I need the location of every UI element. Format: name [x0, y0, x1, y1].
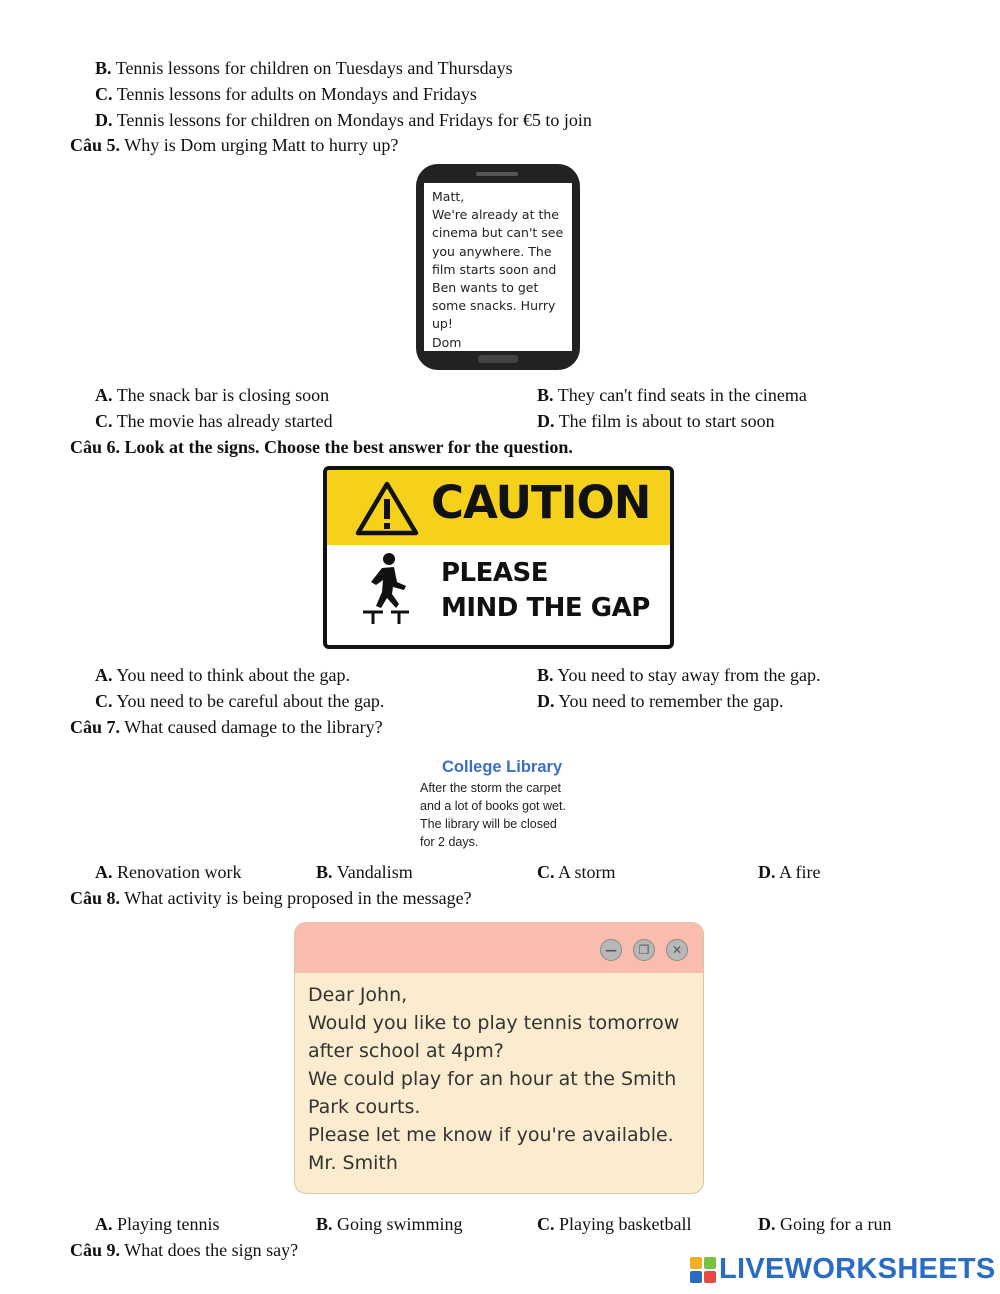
- q7-option-d[interactable]: D. A fire: [758, 862, 821, 882]
- q7-question: Câu 7. What caused damage to the library?: [70, 717, 383, 737]
- sign-message: PLEASE MIND THE GAP: [441, 558, 650, 623]
- q4-option-c[interactable]: C. Tennis lessons for adults on Mondays and Fridays: [95, 84, 477, 104]
- q8-option-b[interactable]: B. Going swimming: [316, 1214, 463, 1234]
- q5-question: Câu 5. Why is Dom urging Matt to hurry up?: [70, 135, 399, 155]
- q8-option-d[interactable]: D. Going for a run: [758, 1214, 892, 1234]
- close-icon[interactable]: ✕: [666, 939, 688, 961]
- q8-question: Câu 8. What activity is being proposed in the message?: [70, 888, 472, 908]
- q5-option-a[interactable]: A. The snack bar is closing soon: [95, 385, 330, 405]
- q8-option-a[interactable]: A. Playing tennis: [95, 1214, 220, 1234]
- q7-option-c[interactable]: C. A storm: [537, 862, 616, 882]
- library-notice-title: College Library: [442, 758, 563, 776]
- q5-option-c[interactable]: C. The movie has already started: [95, 411, 333, 431]
- q6-option-d[interactable]: D. You need to remember the gap.: [537, 691, 784, 711]
- library-notice-body: After the storm the carpet and a lot of books got wet. The library will be closed for 2 days.: [420, 781, 566, 849]
- logo-text: LIVEWORKSHEETS: [719, 1253, 996, 1285]
- phone-screen-text: Matt, We're already at the cinema but can't see you anywhere. The film starts soon and Ben wants to get some snacks. Hurry up! Dom: [424, 183, 572, 351]
- liveworksheets-logo: [690, 1253, 996, 1286]
- caution-title: CAUTION: [431, 476, 651, 529]
- q6-option-a[interactable]: A. You need to think about the gap.: [95, 665, 350, 685]
- q4-option-d[interactable]: D. Tennis lessons for children on Mondays and Fridays for €5 to join: [95, 110, 592, 130]
- phone-speaker: [476, 172, 518, 176]
- person-stepping-icon: [361, 552, 411, 628]
- q5-option-b[interactable]: B. They can't find seats in the cinema: [537, 385, 807, 405]
- q4-option-b[interactable]: B. Tennis lessons for children on Tuesdays and Thursdays: [95, 58, 513, 78]
- caution-sign: [323, 466, 674, 649]
- q8-option-c[interactable]: C. Playing basketball: [537, 1214, 692, 1234]
- q6-option-c[interactable]: C. You need to be careful about the gap.: [95, 691, 385, 711]
- phone-home-button: [478, 355, 518, 363]
- library-notice: [420, 756, 590, 851]
- q5-option-d[interactable]: D. The film is about to start soon: [537, 411, 775, 431]
- phone-message-image: [416, 164, 580, 370]
- q6-option-b[interactable]: B. You need to stay away from the gap.: [537, 665, 821, 685]
- restore-icon[interactable]: ❐: [633, 939, 655, 961]
- message-window: [294, 922, 704, 1194]
- liveworksheets-mark-icon: [690, 1257, 716, 1283]
- warning-triangle-icon: [355, 480, 419, 536]
- message-text: Dear John, Would you like to play tennis tomorrow after school at 4pm? We could play for an hour at the Smith Park courts. Please let me know if you're available. Mr. Smith: [308, 984, 680, 1174]
- q7-option-a[interactable]: A. Renovation work: [95, 862, 242, 882]
- q9-question: Câu 9. What does the sign say?: [70, 1240, 299, 1260]
- minimize-icon[interactable]: —: [600, 939, 622, 961]
- q7-option-b[interactable]: B. Vandalism: [316, 862, 413, 882]
- q6-question: Câu 6. Look at the signs. Choose the best answer for the question.: [70, 437, 573, 457]
